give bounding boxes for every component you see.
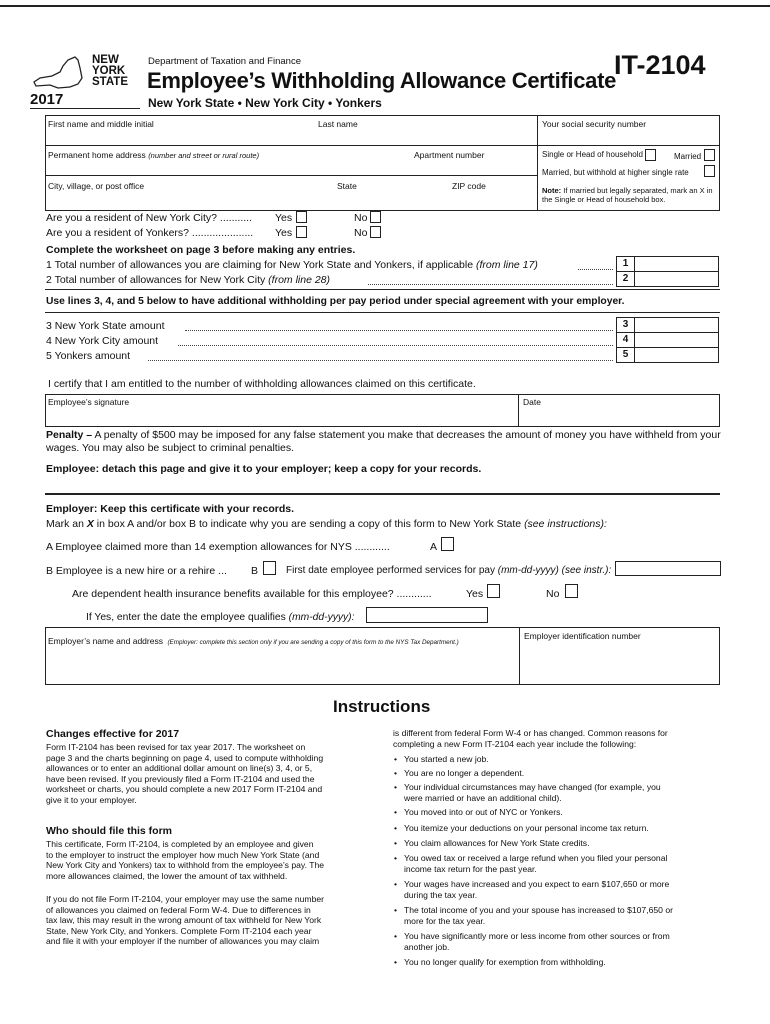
nyc-no-label: No bbox=[354, 212, 368, 224]
form-number: IT-2104 bbox=[614, 50, 706, 80]
logo-line-2: YORK bbox=[92, 65, 126, 77]
box-b-letter: B bbox=[251, 565, 259, 577]
single-label: Single or Head of household bbox=[542, 150, 643, 159]
qualify-date-ref: (mm-dd-yyyy): bbox=[288, 612, 355, 623]
signature-date-field[interactable]: Date bbox=[523, 397, 541, 407]
department-name: Department of Taxation and Finance bbox=[148, 56, 301, 67]
mark-pre: Mark an bbox=[46, 518, 84, 530]
who-line: to the employer to instruct the employer how much New York State (and bbox=[46, 849, 320, 860]
ssn-field[interactable]: Your social security number bbox=[542, 119, 647, 129]
health-no-checkbox[interactable] bbox=[565, 584, 578, 598]
form-year: 2017 bbox=[30, 91, 64, 108]
last-name-field[interactable]: Last name bbox=[318, 119, 358, 129]
reasons-intro bbox=[393, 728, 733, 749]
first-date-ref: (mm-dd-yyyy) (see instr.): bbox=[497, 565, 612, 576]
first-name-field[interactable]: First name and middle initial bbox=[48, 119, 154, 129]
box-a-checkbox[interactable] bbox=[441, 537, 454, 551]
nyc-resident-question: Are you a resident of New York City? ........... bbox=[46, 212, 253, 224]
box-a-letter: A bbox=[430, 541, 438, 553]
reason-bullet: • Your individual circumstances may have changed (for example, you were married or have an additional child). bbox=[394, 782, 661, 803]
first-date-label bbox=[286, 565, 611, 576]
employer-name-hint: (Employer: complete this section only if you are sending a copy of this form to the NYS Tax Department.) bbox=[167, 639, 459, 646]
single-checkbox[interactable] bbox=[645, 149, 656, 161]
line-1-label: 1 Total number of allowances you are claiming for New York State and Yonkers, if applicable bbox=[46, 259, 474, 271]
reason-bullet: • The total income of you and your spouse has increased to $107,650 or more for the tax year. bbox=[394, 905, 673, 926]
state-logo bbox=[92, 55, 128, 88]
employer-id-field[interactable]: Employer identification number bbox=[524, 631, 641, 641]
reason-bullet: • You started a new job. bbox=[394, 754, 489, 764]
yonkers-no-label: No bbox=[354, 227, 368, 239]
line-3-label: 3 New York State amount bbox=[46, 320, 165, 332]
line-3-number: 3 bbox=[616, 317, 635, 333]
line-5-label: 5 Yonkers amount bbox=[46, 350, 131, 362]
form-title: Employee’s Withholding Allowance Certificate bbox=[147, 68, 617, 93]
changes-line: allowances or to enter an additional dollar amount on line(s) 3, 4, or 5, bbox=[46, 763, 313, 774]
who-should-file-paragraph bbox=[46, 839, 386, 881]
qualify-date-input[interactable] bbox=[366, 607, 488, 623]
changes-paragraph bbox=[46, 742, 386, 806]
home-address-hint: (number and street or rural route) bbox=[148, 151, 260, 160]
reason-bullet: • You moved into or out of NYC or Yonkers. bbox=[394, 807, 563, 817]
line-3-input[interactable] bbox=[635, 317, 719, 333]
intro-line: is different from federal Form W-4 or has changed. Common reasons for bbox=[393, 728, 668, 738]
if-line: of allowances you claimed on federal Form W-4. Due to differences in bbox=[46, 904, 311, 915]
line-1-leader bbox=[578, 269, 613, 270]
nyc-yes-checkbox[interactable] bbox=[296, 211, 307, 223]
employer-keep-heading: Employer: Keep this certificate with your records. bbox=[46, 503, 294, 515]
who-line: New York City and Yonkers) tax to withhold from the employee’s pay. The bbox=[46, 860, 325, 871]
line-1-text bbox=[46, 259, 538, 271]
line-2-input[interactable] bbox=[635, 271, 719, 287]
box-b-checkbox[interactable] bbox=[263, 561, 276, 575]
box-a-text: A Employee claimed more than 14 exemption allowances for NYS ............ bbox=[46, 541, 390, 553]
first-date-text: First date employee performed services for pay bbox=[286, 565, 495, 576]
yonkers-resident-question: Are you a resident of Yonkers? ..................... bbox=[46, 227, 254, 239]
health-yes-label: Yes bbox=[466, 588, 484, 600]
employee-signature-field[interactable]: Employee’s signature bbox=[48, 397, 130, 407]
yonkers-yes-checkbox[interactable] bbox=[296, 226, 307, 238]
married-checkbox[interactable] bbox=[704, 149, 715, 161]
yonkers-no-checkbox[interactable] bbox=[370, 226, 381, 238]
intro-line: completing a new Form IT-2104 each year include the following: bbox=[393, 738, 637, 749]
line-1-number: 1 bbox=[616, 256, 635, 272]
qualify-date-text: If Yes, enter the date the employee qualifies bbox=[86, 612, 286, 623]
new-york-state-outline-icon bbox=[30, 54, 90, 92]
changes-heading: Changes effective for 2017 bbox=[46, 728, 180, 740]
top-rule bbox=[0, 5, 770, 7]
separation-note bbox=[542, 186, 717, 204]
health-yes-checkbox[interactable] bbox=[487, 584, 500, 598]
reason-bullet: • You have significantly more or less income from other sources or from another job. bbox=[394, 931, 670, 952]
line-4-label: 4 New York City amount bbox=[46, 335, 159, 347]
section-rule-2 bbox=[45, 312, 720, 313]
employer-section-rule bbox=[45, 493, 720, 495]
home-address-field[interactable] bbox=[48, 150, 259, 160]
first-date-input[interactable] bbox=[615, 561, 721, 576]
grid-divider-h2 bbox=[45, 175, 537, 176]
grid-divider-v bbox=[537, 115, 538, 211]
employer-info-divider bbox=[519, 627, 520, 685]
line-2-label: 2 Total number of allowances for New York City bbox=[46, 274, 266, 286]
who-line: This certificate, Form IT-2104, is completed by an employee and given bbox=[46, 839, 314, 849]
certification-text: I certify that I am entitled to the number of withholding allowances claimed on this certificate. bbox=[48, 378, 476, 390]
signature-divider bbox=[518, 394, 519, 427]
instructions-title: Instructions bbox=[333, 697, 431, 716]
line-4-number: 4 bbox=[616, 332, 635, 348]
mark-ref: (see instructions): bbox=[524, 518, 607, 530]
mark-post: in box A and/or box B to indicate why you are sending a copy of this form to New York State bbox=[96, 518, 522, 530]
state-field[interactable]: State bbox=[337, 181, 357, 191]
line-5-leader bbox=[148, 360, 613, 361]
penalty-label: Penalty – bbox=[46, 429, 93, 441]
changes-line: worksheet or charts, you should complete a new 2017 Form IT-2104 and bbox=[46, 784, 323, 795]
section-rule-1 bbox=[45, 289, 720, 290]
note-text: If married but legally separated, mark an X in the Single or Head of household box. bbox=[542, 186, 713, 204]
employer-name-label: Employer’s name and address bbox=[48, 636, 163, 646]
line-1-ref: (from line 17) bbox=[475, 259, 538, 271]
employer-mark-instruction bbox=[46, 518, 607, 530]
note-label: Note: bbox=[542, 186, 562, 195]
line-5-number: 5 bbox=[616, 347, 635, 363]
married-label: Married bbox=[674, 152, 702, 161]
additional-withholding-note: Use lines 3, 4, and 5 below to have additional withholding per pay period under special agreement with your employer. bbox=[46, 296, 625, 307]
line-2-text bbox=[46, 274, 330, 286]
logo-line-1: NEW bbox=[92, 54, 119, 66]
reason-bullet: • Your wages have increased and you expect to earn $107,650 or more during the tax year. bbox=[394, 879, 670, 900]
signature-box bbox=[45, 394, 720, 427]
logo-line-3: STATE bbox=[92, 76, 128, 88]
qualify-date-label bbox=[86, 612, 354, 623]
reason-bullet: • You no longer qualify for exemption from withholding. bbox=[394, 957, 606, 967]
single-option bbox=[542, 150, 643, 159]
married-higher-checkbox[interactable] bbox=[704, 165, 715, 177]
changes-line: Form IT-2104 has been revised for tax year 2017. The worksheet on bbox=[46, 742, 306, 752]
box-b-text: B Employee is a new hire or a rehire ... bbox=[46, 565, 227, 577]
apartment-field[interactable]: Apartment number bbox=[414, 150, 485, 160]
health-no-label: No bbox=[546, 588, 560, 600]
nyc-no-checkbox[interactable] bbox=[370, 211, 381, 223]
yonkers-yes-label: Yes bbox=[275, 227, 293, 239]
mark-x: X bbox=[86, 518, 94, 530]
changes-line: have been revised. If you previously filed a Form IT-2104 and used the bbox=[46, 773, 315, 784]
line-4-leader bbox=[178, 345, 613, 346]
health-benefits-question: Are dependent health insurance benefits available for this employee? ............ bbox=[72, 588, 432, 600]
penalty-statement bbox=[46, 429, 722, 454]
if-line: tax law, this may result in the wrong amount of tax withheld for New York bbox=[46, 915, 322, 926]
reason-bullet: • You claim allowances for New York State credits. bbox=[394, 838, 590, 848]
nyc-yes-label: Yes bbox=[275, 212, 293, 224]
worksheet-heading: Complete the worksheet on page 3 before making any entries. bbox=[46, 244, 356, 256]
line-2-number: 2 bbox=[616, 271, 635, 287]
reason-bullet: • You owed tax or received a large refund when you filed your personal income tax return for the past year. bbox=[394, 853, 668, 874]
reason-bullet: • You itemize your deductions on your personal income tax return. bbox=[394, 823, 649, 833]
detach-instruction: Employee: detach this page and give it to your employer; keep a copy for your records. bbox=[46, 463, 482, 475]
line-3-leader bbox=[185, 330, 613, 331]
married-higher-label: Married, but withhold at higher single rate bbox=[542, 168, 689, 177]
line-2-leader bbox=[368, 284, 613, 285]
home-address-label: Permanent home address bbox=[48, 150, 146, 160]
if-line: State, New York City, and Yonkers. Complete Form IT-2104 each year bbox=[46, 925, 312, 936]
form-subtitle: New York State • New York City • Yonkers bbox=[148, 96, 382, 110]
no-file-paragraph bbox=[46, 894, 386, 947]
changes-line: page 3 and the charts beginning on page 4, used to compute withholding bbox=[46, 752, 324, 763]
if-line: and file it with your employer if the number of allowances you may claim bbox=[46, 936, 320, 947]
logo-underline bbox=[30, 108, 140, 109]
line-2-ref: (from line 28) bbox=[268, 274, 331, 286]
city-field[interactable]: City, village, or post office bbox=[48, 181, 145, 191]
line-5-input[interactable] bbox=[635, 347, 719, 363]
penalty-text: A penalty of $500 may be imposed for any false statement you make that decreases the amount of money you have withheld from your wages. You may also be subject to criminal penalties. bbox=[46, 429, 721, 454]
employer-name-address-field[interactable] bbox=[48, 631, 459, 649]
zip-field[interactable]: ZIP code bbox=[452, 181, 486, 191]
who-should-file-heading: Who should file this form bbox=[46, 825, 172, 837]
who-line: more allowances claimed, the lower the amount of tax withheld. bbox=[46, 870, 288, 881]
reason-bullet: • You are no longer a dependent. bbox=[394, 768, 525, 778]
grid-divider-h1 bbox=[45, 145, 720, 146]
line-4-input[interactable] bbox=[635, 332, 719, 348]
line-1-input[interactable] bbox=[635, 256, 719, 272]
changes-line: give it to your employer. bbox=[46, 794, 137, 805]
if-line: If you do not file Form IT-2104, your employer may use the same number bbox=[46, 894, 324, 904]
